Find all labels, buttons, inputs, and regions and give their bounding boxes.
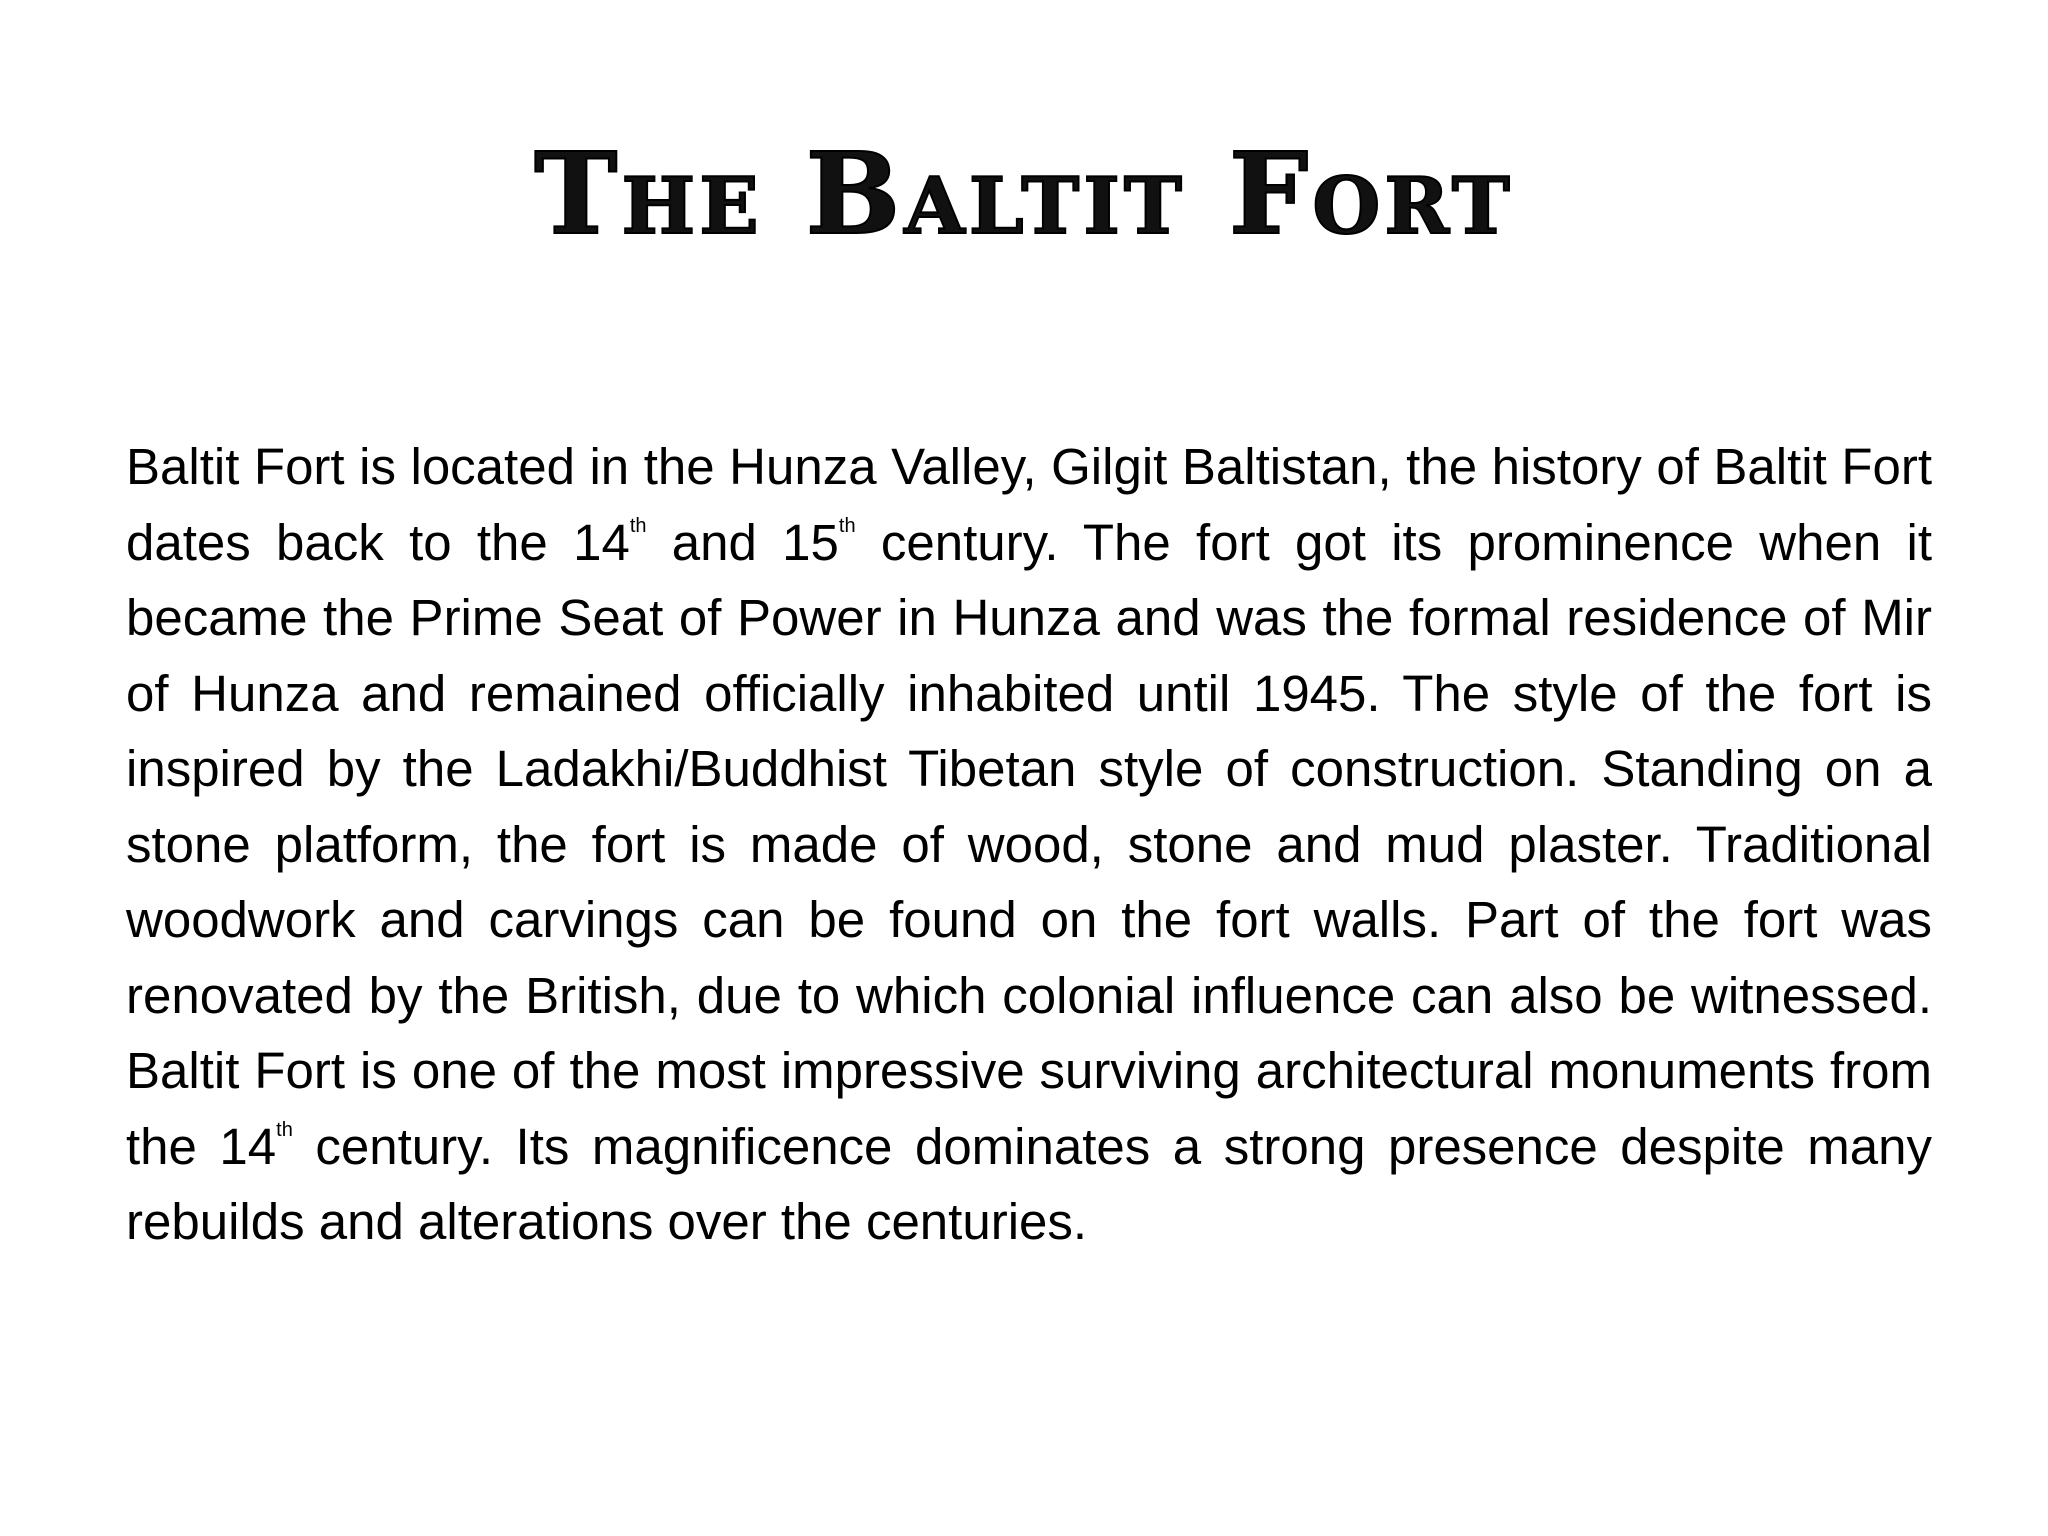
- page-title: The Baltit Fort: [534, 129, 1514, 260]
- ordinal-suffix-3: th: [276, 1118, 293, 1141]
- ordinal-suffix-1: th: [629, 514, 647, 537]
- paragraph-segment-3: century. The fort got its prominence when it became the Prime Seat of Power in Hunza and was the formal residence of Mir of Hunza and remained officially inhabited until 1945. The style of the fort is inspired by the Ladakhi/Buddhist Tibetan style of construction. Standing on a stone platform, the fort is made of wood, stone and mud plaster. Traditional woodwork and carvings can be found on the fort walls. Part of the fort was renovated by the British, due to which colonial influence can also be witnessed. Baltit Fort is one of the most impressive surviving architectural monuments from the 14: [126, 513, 1932, 1175]
- ordinal-suffix-2: th: [838, 514, 856, 537]
- paragraph-segment-4: century. Its magnificence dominates a strong presence despite many rebuilds and alterations over the centuries.: [126, 1117, 1933, 1250]
- paragraph-segment-1: Baltit Fort is located in the Hunza Valley, Gilgit Baltistan, the history of Baltit Fort dates back to the 14: [126, 438, 1932, 571]
- paragraph-segment-2: and 15: [646, 513, 839, 571]
- body-paragraph: [126, 429, 1932, 1260]
